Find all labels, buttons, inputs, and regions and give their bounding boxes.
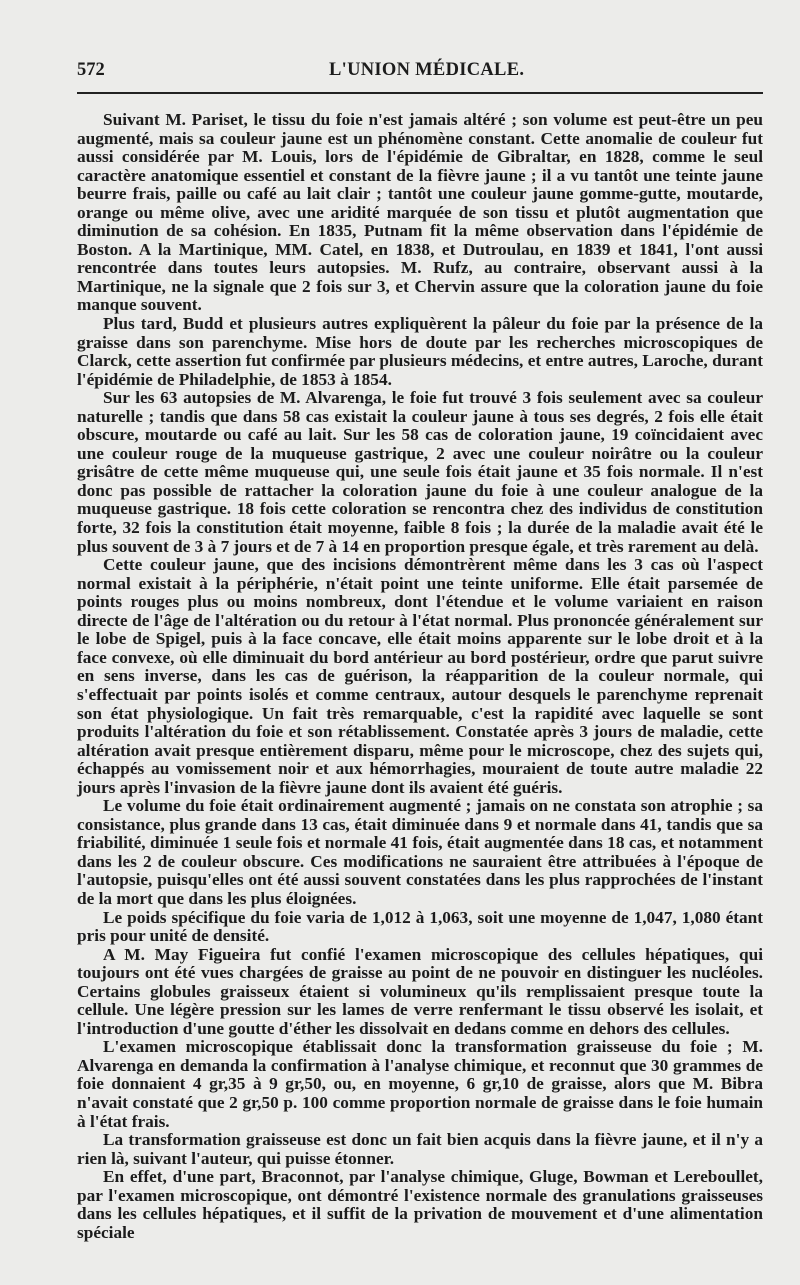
paragraph-alvarenga-autopsies: Sur les 63 autopsies de M. Alvarenga, le foie fut trouvé 3 fois seulement avec sa couleur naturelle ; tandis que dans 58 cas existait la couleur jaune à tous ses degrés, 2 fois elle était obscure, moutarde ou café au lait. Sur les 58 cas de coloration jaune, 19 coïncidaient avec une couleur rouge de la muqueuse gastrique, 2 avec une couleur noirâtre ou la couleur grisâtre de cette même muqueuse qui, une seule fois était jaune et 35 fois normale. Il n'est donc pas possible de rattacher la coloration jaune du foie à une couleur analogue de la muqueuse gastrique. 18 fois cette coloration se rencontra chez des individus de constitution forte, 32 fois la constitution était moyenne, faible 8 fois ; la durée de la maladie avait été le plus souvent de 3 à 7 jours et de 7 à 14 en proportion presque égale, et très rarement au delà. xyxy=(77,388,763,556)
page-number: 572 xyxy=(77,60,105,80)
paragraph-budd: Plus tard, Budd et plusieurs autres expliquèrent la pâleur du foie par la présence de la graisse dans son parenchyme. Mise hors de doute par les recherches microscopiques de Clarck, cette assertion fut confirmée par plusieurs médecins, et entre autres, Laroche, durant l'épidémie de Philadelphie, de 1853 à 1854. xyxy=(77,314,763,389)
paragraph-transformation-graisseuse: La transformation graisseuse est donc un fait bien acquis dans la fièvre jaune, et il n'y a rien là, suivant l'auteur, qui puisse étonner. xyxy=(77,1130,763,1168)
paragraph-poids-specifique: Le poids spécifique du foie varia de 1,012 à 1,063, soit une moyenne de 1,047, 1,080 étant pris pour unité de densité. xyxy=(77,907,763,946)
paragraph-volume-foie: Le volume du foie était ordinairement augmenté ; jamais on ne constata son atrophie ; sa consistance, plus grande dans 13 cas, était diminuée dans 9 et normale dans 41, tandis que sa friabilité, diminuée 1 seule fois et normale 41 fois, était augmentée dans 18 cas, et notamment dans les 2 de couleur obscure. Ces modifications ne sauraient être attribuées à l'époque de l'autopsie, puisqu'elles ont été aussi souvent constatées dans les plus rapprochées de l'instant de la mort que dans les plus éloignées. xyxy=(77,796,763,908)
header-rule xyxy=(77,92,763,94)
paragraph-braconnot: En effet, d'une part, Braconnot, par l'analyse chimique, Gluge, Bowman et Lereboullet, par l'examen microscopique, ont démontré l'existence normale des granulations graisseuses dans les cellules hépatiques, et il suffit de la privation de mouvement et d'une alimentation spéciale xyxy=(77,1167,763,1242)
paragraph-figueira-microscope: A M. May Figueira fut confié l'examen microscopique des cellules hépatiques, qui toujours ont été vues chargées de graisse au point de ne pouvoir en distinguer les nucléoles. Certains globules graisseux étaient si volumineux qu'ils remplissaient presque toute la cellule. Une légère pression sur les lames de verre renfermant le tissu observé les isolait, et l'introduction d'une goutte d'éther les dissolvait en dedans comme en dehors des cellules. xyxy=(77,944,763,1038)
paragraph-couleur-jaune: Cette couleur jaune, que des incisions démontrèrent même dans les 3 cas où l'aspect normal existait à la périphérie, n'était point une teinte uniforme. Elle était parsemée de points rouges plus ou moins nombreux, dont l'étendue et le volume variaient en raison directe de l'âge de l'altération ou du retour à l'état normal. Plus prononcée généralement sur le lobe de Spigel, puis à la face concave, elle était moins apparente sur le lobe droit et à la face convexe, où elle diminuait du bord antérieur au bord postérieur, ordre que parut suivre en sens inverse, dans les cas de guérison, la réapparition de la couleur normale, qui s'effectuait par points isolés et comme centraux, autour desquels le parenchyme reprenait son état physiologique. Un fait très remarquable, c'est la rapidité avec laquelle se sont produits l'altération du foie et son rétablissement. Constatée après 3 jours de maladie, cette altération avait presque entièrement disparu, même pour le microscope, chez des sujets qui, échappés au vomissement noir et aux hémorrhagies, mouraient de toute autre maladie 22 jours après l'invasion de la fièvre jaune dont ils avaient été guéris. xyxy=(77,555,763,797)
page-header xyxy=(77,58,764,86)
article-body xyxy=(77,111,763,1242)
paragraph-pariset: Suivant M. Pariset, le tissu du foie n'est jamais altéré ; son volume est peut-être un peu augmenté, mais sa couleur jaune est un phénomène constant. Cette anomalie de couleur fut aussi considérée par M. Louis, lors de l'épidémie de Gibraltar, en 1828, comme le seul caractère anatomique essentiel et constant de la fièvre jaune ; il a vu tantôt une teinte jaune beurre frais, paille ou café au lait clair ; tantôt une couleur jaune gomme-gutte, moutarde, orange ou même olive, avec une aridité marquée de son tissu et plutôt augmentation que diminution de sa cohésion. En 1835, Putnam fit la même observation dans l'épidémie de Boston. A la Martinique, MM. Catel, en 1838, et Dutroulau, en 1839 et 1841, l'ont aussi rencontrée dans toutes leurs autopsies. M. Rufz, au contraire, observant aussi à la Martinique, ne la signale que 2 fois sur 3, et Chervin assure que la coloration jaune du foie manque souvent. xyxy=(77,110,763,315)
running-title: L'UNION MÉDICALE. xyxy=(329,60,525,80)
paragraph-analyse-chimique: L'examen microscopique établissait donc la transformation graisseuse du foie ; M. Alvarenga en demanda la confirmation à l'analyse chimique, et reconnut que 30 grammes de foie donnaient 4 gr,35 à 9 gr,50, ou, en moyenne, 6 gr,10 de graisse, alors que M. Bibra n'avait constaté que 2 gr,50 p. 100 comme proportion normale de graisse dans le foie humain à l'état frais. xyxy=(77,1037,763,1131)
